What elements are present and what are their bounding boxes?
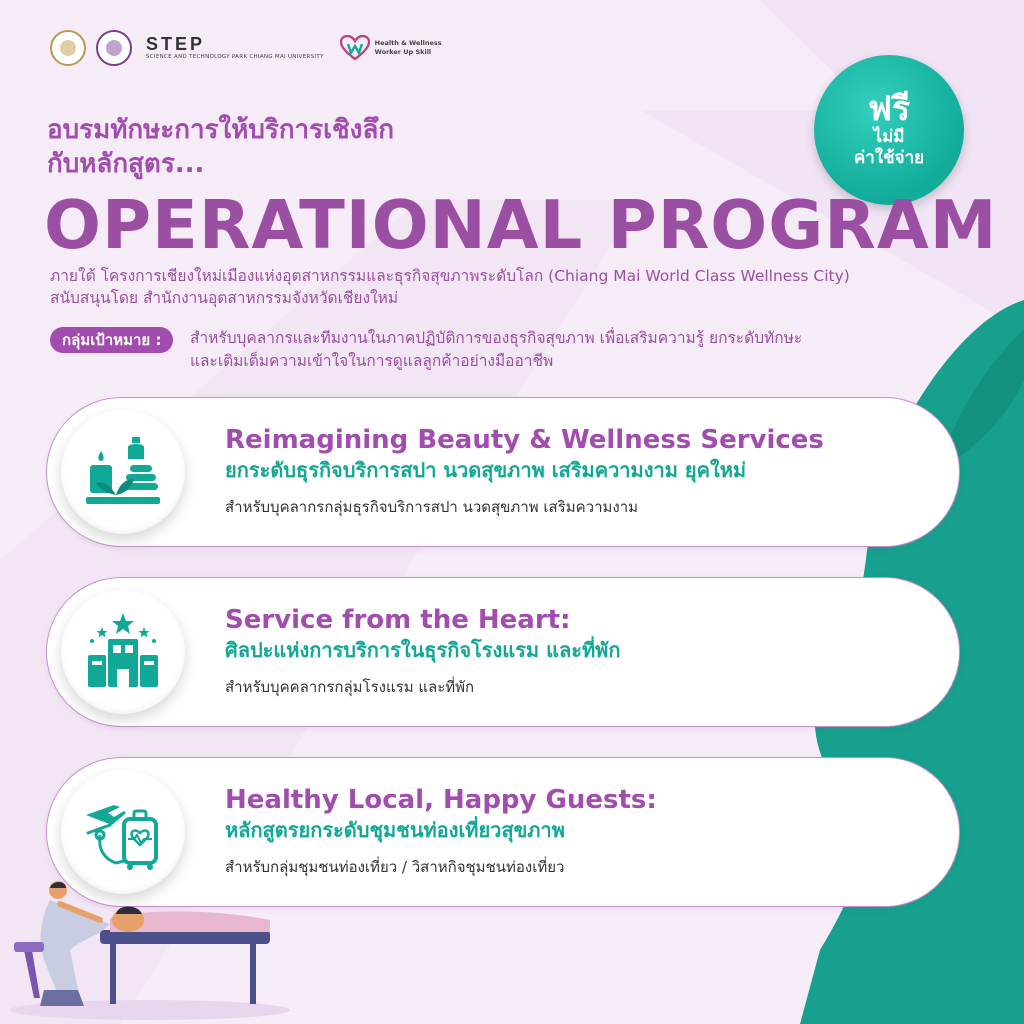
page-title: OPERATIONAL PROGRAM <box>44 186 998 264</box>
free-badge-line1: ไม่มี <box>873 127 905 148</box>
program-description <box>50 265 850 309</box>
program-title-th: หลักสูตรยกระดับชุมชนท่องเที่ยวสุขภาพ <box>225 818 565 842</box>
program-title-th: ศิลปะแห่งการบริการในธุรกิจโรงแรม และที่พัก <box>225 638 621 662</box>
free-badge <box>814 55 964 205</box>
free-badge-main: ฟรี <box>867 88 911 129</box>
intro-line2: กับหลักสูตร... <box>47 149 205 179</box>
step-logo-name: STEP <box>146 34 206 55</box>
step-logo <box>146 35 324 61</box>
description-line2: สนับสนุนโดย สำนักงานอุตสาหกรรมจังหวัดเชียงใหม่ <box>50 289 399 307</box>
program-audience: สำหรับบุคคลากรกลุ่มโรงแรม และที่พัก <box>225 678 475 696</box>
program-title-en: Reimagining Beauty & Wellness Services <box>225 425 824 455</box>
hw-logo-line1: Health & Wellness <box>374 39 442 48</box>
program-audience: สำหรับกลุ่มชุมชนท่องเที่ยว / วิสาหกิจชุมชนท่องเที่ยว <box>225 858 565 876</box>
health-wellness-logo <box>340 35 442 61</box>
hotel-icon <box>61 590 185 714</box>
target-group-text <box>190 327 930 373</box>
program-title-th: ยกระดับธุรกิจบริการสปา นวดสุขภาพ เสริมความงาม ยุคใหม่ <box>225 458 747 482</box>
heart-w-icon <box>340 35 370 61</box>
intro-line1: อบรมทักษะการให้บริการเชิงลึก <box>47 115 395 145</box>
target-group-label: กลุ่มเป้าหมาย : <box>50 327 173 353</box>
target-line2: และเติมเต็มความเข้าใจในการดูแลลูกค้าอย่างมืออาชีพ <box>190 352 554 370</box>
partner-logos <box>50 28 442 68</box>
province-seal-icon <box>96 30 132 66</box>
massage-illustration <box>0 880 300 1024</box>
program-audience: สำหรับบุคลากรกลุ่มธุรกิจบริการสปา นวดสุขภาพ เสริมความงาม <box>225 498 639 516</box>
hw-logo-line2: Worker Up Skill <box>374 48 432 56</box>
program-card-service-heart[interactable] <box>46 577 960 727</box>
description-line1: ภายใต้ โครงการเชียงใหม่เมืองแห่งอุตสาหกรรมและธุรกิจสุขภาพระดับโลก (Chiang Mai World Class Wellness City) <box>50 267 850 285</box>
university-seal-icon <box>50 30 86 66</box>
program-title-en: Healthy Local, Happy Guests: <box>225 785 657 815</box>
program-title-en: Service from the Heart: <box>225 605 571 635</box>
free-badge-line2: ค่าใช้จ่าย <box>853 147 925 168</box>
target-line1: สำหรับบุคลากรและทีมงานในภาคปฏิบัติการของธุรกิจสุขภาพ เพื่อเสริมความรู้ ยกระดับทักษะ <box>190 329 803 347</box>
step-logo-subtitle: SCIENCE AND TECHNOLOGY PARK CHIANG MAI UNIVERSITY <box>146 54 324 61</box>
spa-icon <box>61 410 185 534</box>
travel-health-icon <box>61 770 185 894</box>
program-card-beauty-wellness[interactable] <box>46 397 960 547</box>
intro-heading <box>47 113 394 181</box>
